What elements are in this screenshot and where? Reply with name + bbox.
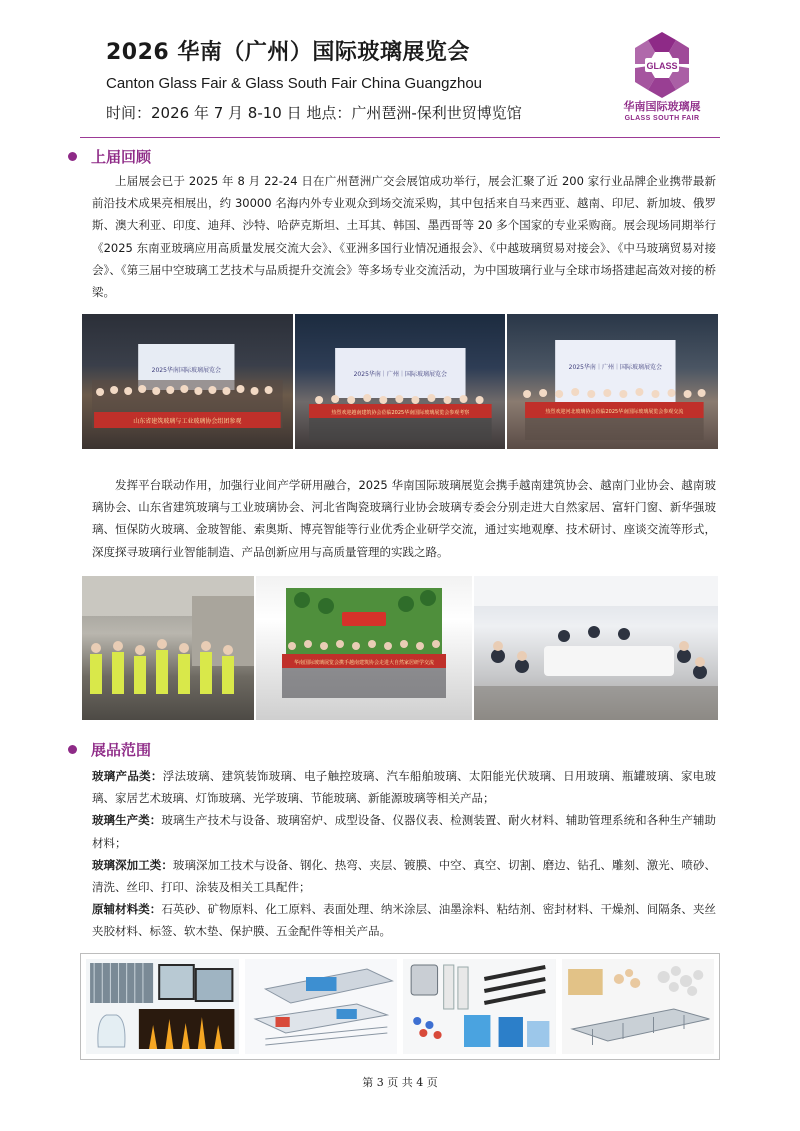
category-items: 石英砂、矿物原料、化工原料、表面处理、纳米涂层、油墨涂料、粘结剂、密封材料、干燥剂、间隔条、夹丝夹胶材料、标签、软木垫、保护膜、五金配件等相关产品。 xyxy=(92,902,716,939)
page-number: 第 3 页 共 4 页 xyxy=(362,1076,438,1089)
exhibit-category xyxy=(92,854,716,898)
screen-text: 2025华南｜广州｜国际玻璃展览会 xyxy=(568,364,663,371)
screen-text: 2025华南｜广州｜国际玻璃展览会 xyxy=(353,371,447,378)
section-heading-exhibits xyxy=(68,739,151,760)
header-divider xyxy=(80,137,720,138)
category-items: 玻璃深加工技术与设备、钢化、热弯、夹层、镀膜、中空、真空、切割、磨边、钻孔、雕刻、激光、喷砂、清洗、丝印、打印、涂装及相关工具配件； xyxy=(92,857,717,895)
logo-chinese-name: 华南国际玻璃展 xyxy=(623,100,701,113)
group-photo-1 xyxy=(82,314,293,449)
paragraph-text: 发挥平台联动作用，加强行业间产学研用融合，2025 华南国际玻璃展览会携手越南建筑协会、越南门业协会、越南玻璃协会、山东省建筑玻璃与工业玻璃协会、河北省陶瓷玻璃行业协会玻璃专委会分别走进大自然家居、富轩门窗、新华强玻璃、恒保防火玻璃、金玻智能、索奥斯、博亮智能等行业优秀企业研学交流，通过实地观摩、技术研讨、座谈交流等形式，深度探寻玻璃行业智能制造、产品创新应用与高质量管理的实践之路。 xyxy=(92,478,716,559)
factory-visit-photo xyxy=(82,576,254,720)
review-paragraph-1 xyxy=(92,170,716,303)
group-photo-3 xyxy=(507,314,718,449)
production-equipment-image xyxy=(245,959,398,1054)
exhibit-category xyxy=(92,765,716,809)
section-title: 上届回顾 xyxy=(91,148,152,166)
exhibit-category xyxy=(92,809,716,853)
exhibit-category xyxy=(92,898,716,942)
bullet-icon xyxy=(68,152,77,161)
logo-english-name: GLASS SOUTH FAIR xyxy=(624,115,700,122)
category-name: 玻璃产品类： xyxy=(92,769,163,783)
screen-text: 2025华南国际玻璃展览会 xyxy=(151,367,222,374)
exhibit-categories xyxy=(92,765,716,943)
exhibition-group-photos xyxy=(82,314,718,449)
banner-text: 热烈欢迎越南建筑协会莅临2025华南国际玻璃展览会参观考察 xyxy=(331,410,469,416)
review-paragraph-2 xyxy=(92,474,716,563)
hexagon-logo-icon xyxy=(627,30,697,100)
logo-badge-text: GLASS xyxy=(646,61,678,71)
event-time-location: 时间：2026 年 7 月 8-10 日 地点：广州琶洲-保利世贸博览馆 xyxy=(106,104,522,122)
paragraph-text: 上届展会已于 2025 年 8 月 22-24 日在广州琶洲广交会展馆成功举行，展会汇聚了近 200 家行业品牌企业携带最新前沿技术成果亮相展出，约 30000 名海内外专业观众到场交流采购，其中包括来自马来西亚、越南、印尼、新加坡、俄罗斯、澳大利亚、印度、迪拜、沙特、哈萨克斯坦、土耳其、韩国、墨西哥等 20 多个国家的专业采购商。展会现场同期举行《2025 东南亚玻璃应用高质量发展交流大会》、《亚洲多国行业情况通报会》、《中越玻璃贸易对接会》、《中马玻璃贸易对接会》、《第三届中空玻璃工艺技术与品质提升交流会》等多场专业交流活动，为中国玻璃行业与全球市场搭建起高效对接的桥梁。 xyxy=(92,174,716,300)
category-items: 玻璃生产技术与设备、玻璃窑炉、成型设备、仪器仪表、检测装置、耐火材料、辅助管理系统和各种生产辅助材料； xyxy=(92,813,716,850)
category-name: 玻璃生产类： xyxy=(92,813,162,828)
banner-text: 山东省建筑玻璃与工业玻璃协会组团参观 xyxy=(133,418,242,425)
document-title: 2026 华南（广州）国际玻璃展览会 xyxy=(106,40,470,65)
processing-accessories-image xyxy=(403,959,556,1054)
glass-south-fair-logo xyxy=(616,30,708,130)
company-visit-photo xyxy=(256,576,472,720)
section-heading-review xyxy=(68,146,151,167)
category-name: 原辅材料类： xyxy=(92,902,162,917)
study-visit-photos xyxy=(82,576,718,720)
group-photo-2 xyxy=(295,314,506,449)
raw-materials-image xyxy=(562,959,715,1054)
banner-text: 热烈欢迎河北玻璃协会莅临2025华南国际玻璃展览会参观交流 xyxy=(545,409,684,415)
category-items: 浮法玻璃、建筑装饰玻璃、电子触控玻璃、汽车船舶玻璃、太阳能光伏玻璃、日用玻璃、瓶罐玻璃、家电玻璃、家居艺术玻璃、灯饰玻璃、光学玻璃、节能玻璃、新能源玻璃等相关产品； xyxy=(92,769,717,806)
bullet-icon xyxy=(68,745,77,754)
document-header xyxy=(106,38,626,124)
glass-products-image xyxy=(86,959,239,1054)
product-images-strip xyxy=(80,953,720,1060)
document-subtitle: Canton Glass Fair & Glass South Fair China Guangzhou xyxy=(106,75,483,92)
banner-text: 华南国际玻璃展览会携手越南建筑协会走进大自然家居研学交流 xyxy=(293,660,435,666)
section-title: 展品范围 xyxy=(91,741,152,759)
seminar-photo xyxy=(474,576,718,720)
category-name: 玻璃深加工类： xyxy=(92,857,173,872)
